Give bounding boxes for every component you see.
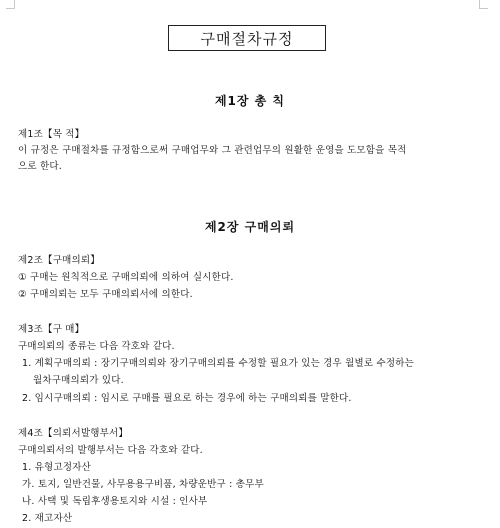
chapter-1-heading: 제1장 총 칙 xyxy=(214,94,286,108)
article-3-intro: 구매의뢰의 종류는 다음 각호와 같다. xyxy=(18,341,175,352)
article-2-item: ② 구매의뢰는 모두 구매의뢰서에 의한다. xyxy=(18,289,193,300)
chapter-2-heading: 제2장 구매의뢰 xyxy=(204,220,296,234)
article-3-heading: 제3조【구 매】 xyxy=(18,324,85,335)
article-4-intro: 구매의뢰서의 발행부서는 다음 각호와 같다. xyxy=(18,445,203,456)
article-4-heading: 제4조【의뢰서발행부서】 xyxy=(18,428,129,439)
article-4-item-1-b: 나. 사택 및 독립후생용토지와 시설 : 인사부 xyxy=(22,496,208,507)
article-3-item-2: 2. 임시구매의뢰 : 임시로 구매를 필요로 하는 경우에 하는 구매의뢰를 말한다. xyxy=(22,393,352,404)
article-2-heading: 제2조【구매의뢰】 xyxy=(18,255,100,266)
page-corner-mark xyxy=(479,0,488,9)
article-3-item-1: 1. 계획구매의뢰 : 장기구매의뢰와 장기구매의뢰를 수정할 필요가 있는 경우 월별로 수정하는 xyxy=(22,358,415,369)
article-1-text: 이 규정은 구매절차를 규정함으로써 구매업무와 그 관련업무의 원활한 운영을 도모함을 목적 xyxy=(18,145,407,156)
article-4-item-1-a: 가. 토지, 일반건물, 사무용용구비품, 차량운반구 : 총무부 xyxy=(22,479,264,490)
article-1-heading: 제1조【목 적】 xyxy=(18,129,85,140)
article-1-text-cont: 으로 한다. xyxy=(18,161,62,172)
article-2-item: ① 구매는 원칙적으로 구매의뢰에 의하여 실시한다. xyxy=(18,272,234,283)
article-4-item-1: 1. 유형고정자산 xyxy=(22,462,91,473)
article-4-item-2: 2. 재고자산 xyxy=(22,513,73,524)
article-3-item-1-cont: 월차구매의뢰가 있다. xyxy=(33,375,124,386)
page-corner-mark xyxy=(6,0,15,9)
document-title: 구매절차규정 xyxy=(168,25,326,51)
